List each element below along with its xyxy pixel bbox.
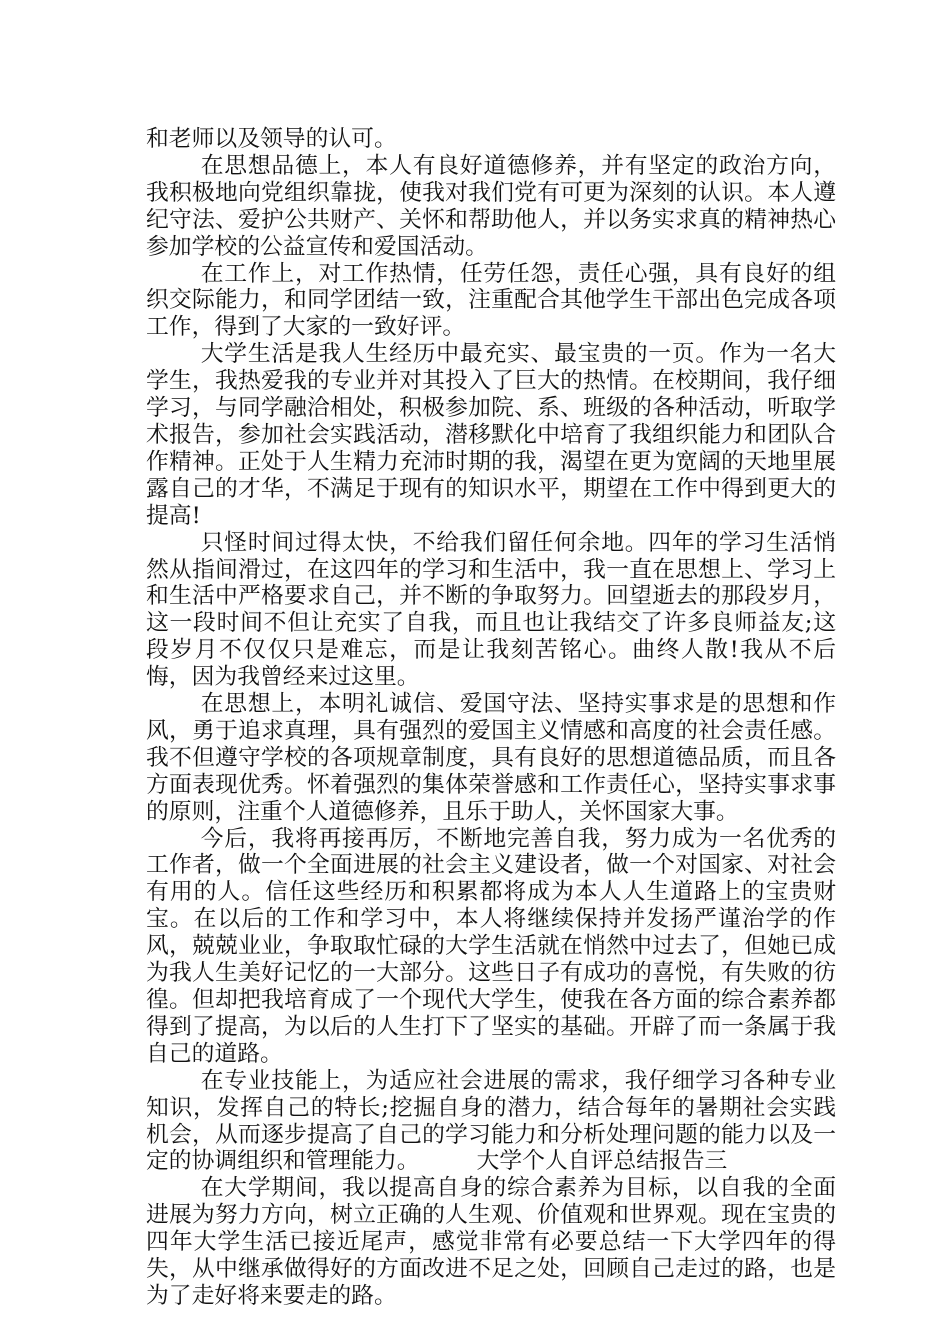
paragraph: 和老师以及领导的认可。 <box>146 126 397 152</box>
paragraph: 在思想品德上，本人有良好道德修养，并有坚定的政治方向，我积极地向党组织靠拢，使我对我们党有可更为深刻的认识。本人遵纪守法、爱护公共财产、关怀和帮助他人，并以务实求真的精神热心参加学校的公益宣传和爱国活动。 <box>146 152 836 260</box>
paragraph: 在专业技能上，为适应社会进展的需求，我仔细学习各种专业知识，发挥自己的特长;挖掘自身的潜力，结合每年的暑期社会实践机会，从而逐步提高了自己的学习能力和分析处理问题的能力以及一定的协调组织和管理能力。 大学个人自评总结报告三 <box>146 1067 836 1175</box>
paragraph: 在思想上，本明礼诚信、爱国守法、坚持实事求是的思想和作风，勇于追求真理，具有强烈的爱国主义情感和高度的社会责任感。我不但遵守学校的各项规章制度，具有良好的思想道德品质，而且各方面表现优秀。怀着强烈的集体荣誉感和工作责任心，坚持实事求事的原则，注重个人道德修养，且乐于助人，关怀国家大事。 <box>146 691 836 825</box>
document-body <box>146 126 836 1310</box>
paragraph: 在工作上，对工作热情，任劳任怨，责任心强，具有良好的组织交际能力，和同学团结一致，注重配合其他学生干部出色完成各项工作，得到了大家的一致好评。 <box>146 260 836 341</box>
paragraph: 只怪时间过得太快，不给我们留任何余地。四年的学习生活悄然从指间滑过，在这四年的学习和生活中，我一直在思想上、学习上和生活中严格要求自己，并不断的争取努力。回望逝去的那段岁月，这一段时间不但让充实了自我，而且也让我结交了许多良师益友;这段岁月不仅仅只是难忘，而是让我刻苦铭心。曲终人散!我从不后悔，因为我曾经来过这里。 <box>146 529 836 691</box>
paragraph: 在大学期间，我以提高自身的综合素养为目标，以自我的全面进展为努力方向，树立正确的人生观、价值观和世界观。现在宝贵的四年大学生活已接近尾声，感觉非常有必要总结一下大学四年的得失，从中继承做得好的方面改进不足之处，回顾自己走过的路，也是为了走好将来要走的路。 <box>146 1175 836 1309</box>
paragraph: 大学生活是我人生经历中最充实、最宝贵的一页。作为一名大学生，我热爱我的专业并对其投入了巨大的热情。在校期间，我仔细学习，与同学融洽相处，积极参加院、系、班级的各种活动，听取学术报告，参加社会实践活动，潜移默化中培育了我组织能力和团队合作精神。正处于人生精力充沛时期的我，渴望在更为宽阔的天地里展露自己的才华，不满足于现有的知识水平，期望在工作中得到更大的提高! <box>146 341 836 529</box>
paragraph: 今后，我将再接再厉，不断地完善自我，努力成为一名优秀的工作者，做一个全面进展的社会主义建设者，做一个对国家、对社会有用的人。信任这些经历和积累都将成为本人人生道路上的宝贵财宝。在以后的工作和学习中，本人将继续保持并发扬严谨治学的作风，兢兢业业，争取取忙碌的大学生活就在悄然中过去了，但她已成为我人生美好记忆的一大部分。这些日子有成功的喜悦，有失败的彷徨。但却把我培育成了一个现代大学生，使我在各方面的综合素养都得到了提高，为以后的人生打下了坚实的基础。开辟了而一条属于我自己的道路。 <box>146 825 836 1067</box>
